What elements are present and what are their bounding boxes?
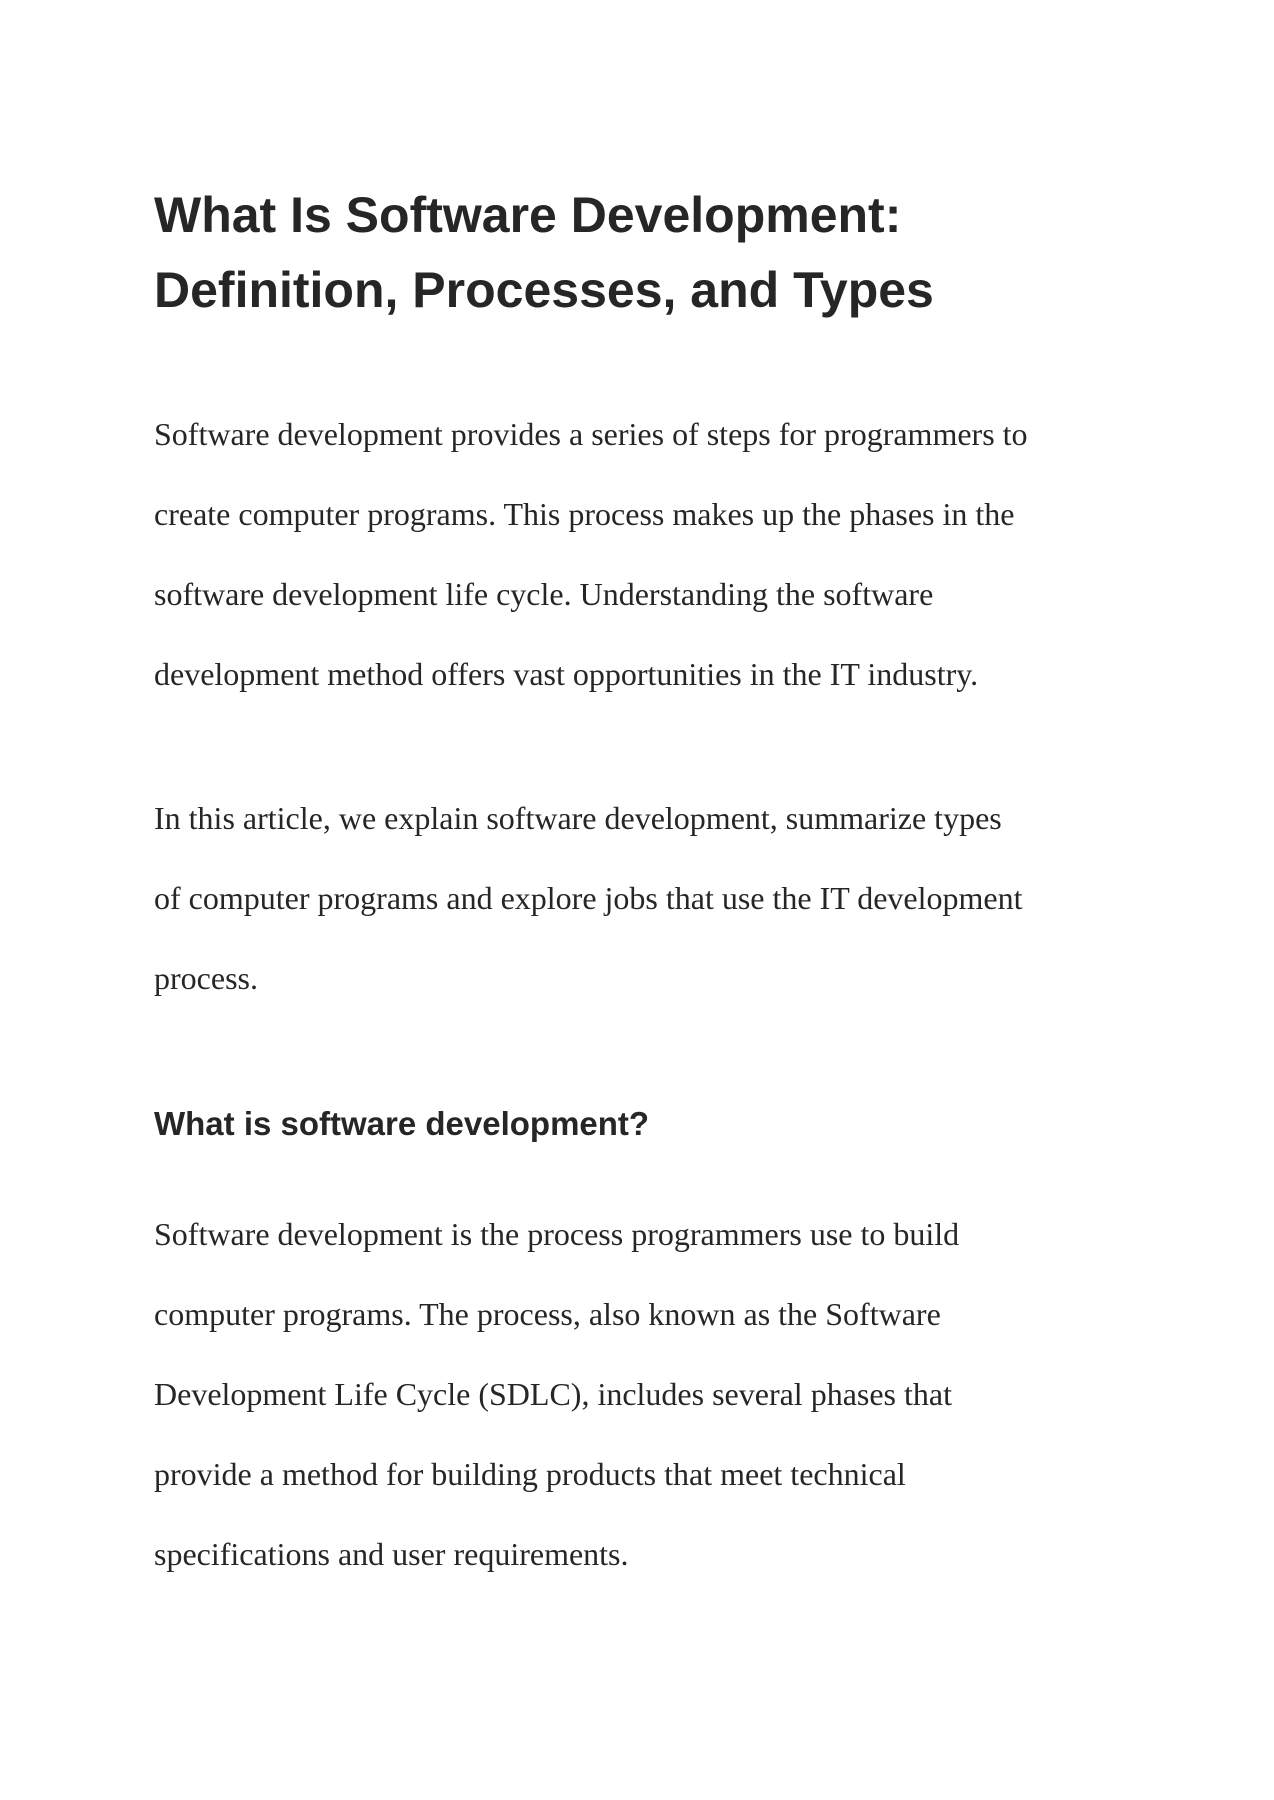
article-title-line: What Is Software Development: — [154, 187, 902, 243]
paragraph-line: In this article, we explain software development, summarize types — [154, 800, 1002, 836]
paragraph-line: of computer programs and explore jobs that use the IT development — [154, 880, 1023, 916]
summary-paragraph — [154, 778, 1134, 1018]
intro-paragraph — [154, 394, 1134, 714]
paragraph-line: Development Life Cycle (SDLC), includes several phases that — [154, 1376, 952, 1412]
paragraph-line: process. — [154, 960, 258, 996]
article-content — [154, 178, 1134, 1594]
paragraph-line: Software development provides a series of steps for programmers to — [154, 416, 1028, 452]
section-heading: What is software development? — [154, 1105, 650, 1142]
article-title-line: Definition, Processes, and Types — [154, 262, 934, 318]
paragraph-line: create computer programs. This process makes up the phases in the — [154, 496, 1015, 532]
paragraph-line: Software development is the process programmers use to build — [154, 1216, 960, 1252]
article-title — [154, 178, 1134, 328]
paragraph-line: computer programs. The process, also known as the Software — [154, 1296, 941, 1332]
paragraph-line: development method offers vast opportunities in the IT industry. — [154, 656, 979, 692]
definition-paragraph — [154, 1194, 1134, 1594]
paragraph-line: software development life cycle. Understanding the software — [154, 576, 934, 612]
paragraph-line: provide a method for building products that meet technical — [154, 1456, 906, 1492]
paragraph-line: specifications and user requirements. — [154, 1536, 629, 1572]
